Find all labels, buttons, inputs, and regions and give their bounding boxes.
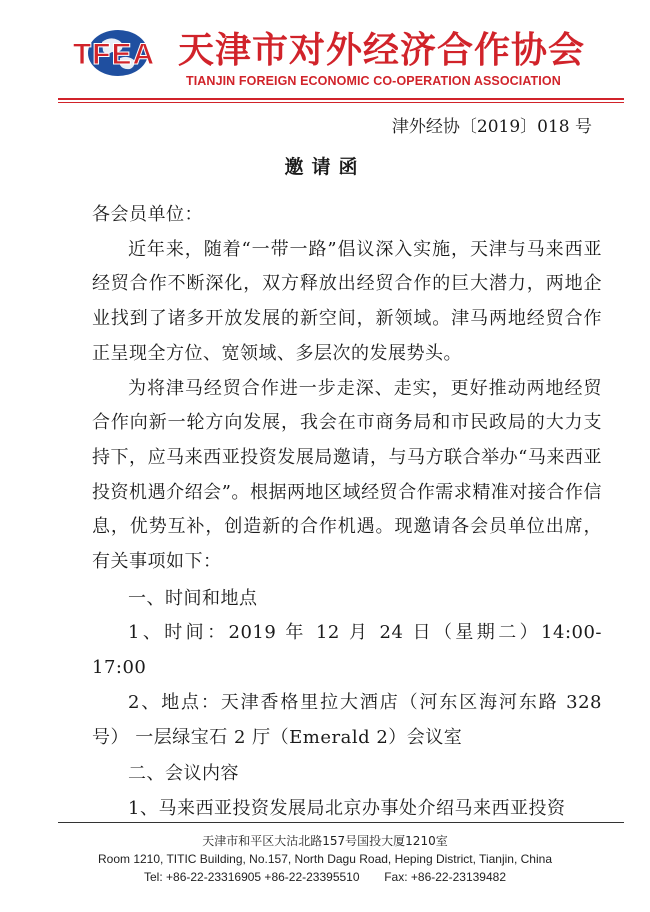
- section-2-item-1: 1、马来西亚投资发展局北京办事处介绍马来西亚投资: [128, 797, 566, 819]
- org-name-cn: 天津市对外经济合作协会: [178, 29, 586, 71]
- salutation: 各会员单位：: [92, 204, 203, 225]
- fax-label: Fax:: [384, 870, 408, 884]
- org-name-en: TIANJIN FOREIGN ECONOMIC CO-OPERATION ASSOCIATION: [186, 74, 561, 88]
- header-divider-thin: [58, 102, 624, 103]
- document-number: 津外经协〔2019〕018 号: [391, 117, 592, 137]
- header-divider-thick: [58, 98, 624, 100]
- tel-value: +86-22-23316905 +86-22-23395510: [166, 870, 360, 884]
- document-title: 邀请函: [284, 156, 366, 178]
- association-logo: [58, 28, 170, 78]
- meeting-time: 1、时间：2019 年 12 月 24 日（星期二）14:00-17:00: [92, 622, 602, 679]
- section-2-heading: 二、会议内容: [128, 763, 239, 785]
- logo-text: TFEA: [72, 38, 156, 71]
- footer: [0, 832, 650, 886]
- footer-address-cn: 天津市和平区大沽北路157号国投大厦1210室: [202, 834, 448, 848]
- footer-address-en: Room 1210, TITIC Building, No.157, North Dagu Road, Heping District, Tianjin, China: [97, 852, 552, 866]
- fax-value: +86-22-23139482: [410, 870, 506, 884]
- section-1-heading: 一、时间和地点: [128, 587, 258, 609]
- letter-body: [92, 198, 602, 827]
- paragraph-2: 为将津马经贸合作进一步走深、走实，更好推动两地经贸合作向新一轮方向发展，我会在市商务局和市民政局的大力支持下，应马来西亚投资发展局邀请，与马方联合举办“马来西亚投资机遇介绍会”。根据两地区域经贸合作需求精准对接合作信息，优势互补，创造新的合作机遇。现邀请各会员单位出席，有关事项如下：: [92, 377, 602, 573]
- paragraph-1: 近年来，随着“一带一路”倡议深入实施，天津与马来西亚经贸合作不断深化，双方释放出经贸合作的巨大潜力，两地企业找到了诸多开放发展的新空间，新领域。津马两地经贸合作正呈现全方位、宽领域、多层次的发展势头。: [92, 238, 602, 364]
- meeting-place: 2、地点：天津香格里拉大酒店（河东区海河东路 328 号） 一层绿宝石 2 厅（Emerald 2）会议室: [92, 691, 602, 748]
- footer-contact: [0, 868, 650, 886]
- tel-label: Tel:: [143, 870, 163, 884]
- footer-divider: [58, 822, 624, 823]
